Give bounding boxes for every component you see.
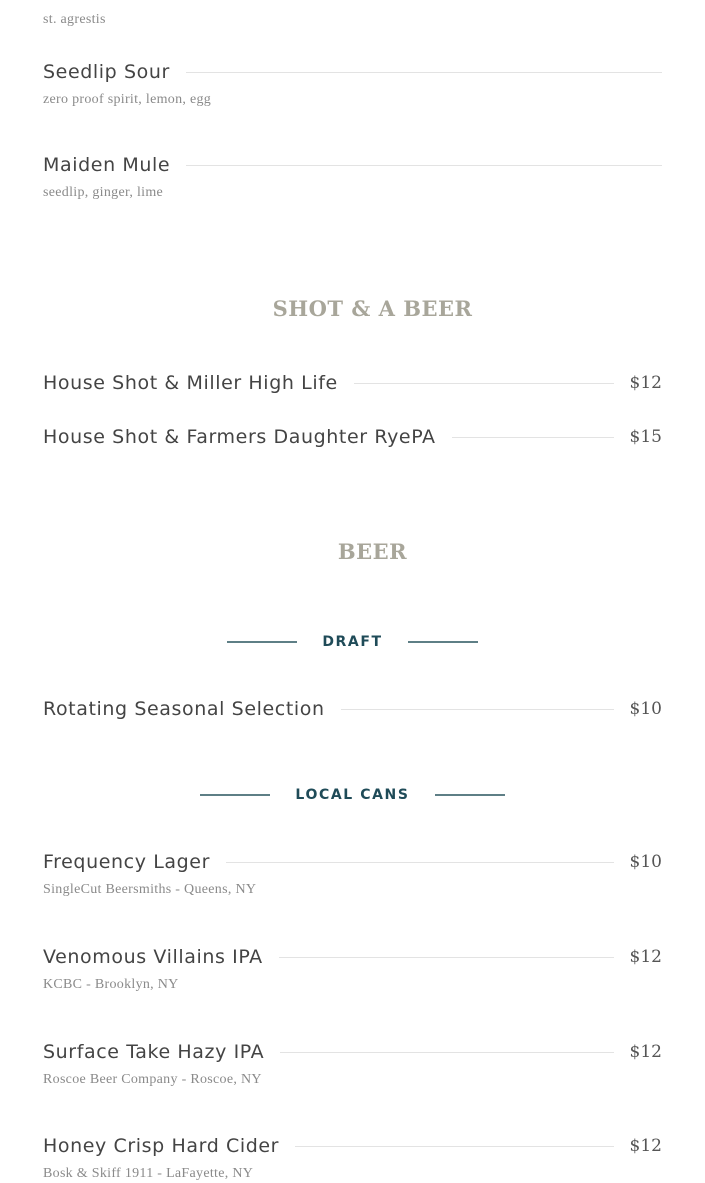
item-price: $10 xyxy=(629,699,662,719)
item-description: zero proof spirit, lemon, egg xyxy=(43,92,212,107)
item-name: Seedlip Sour xyxy=(43,61,170,83)
menu-item xyxy=(43,423,662,451)
item-description: SingleCut Beersmiths - Queens, NY xyxy=(43,882,257,897)
dotted-leader xyxy=(354,383,614,384)
item-price: $12 xyxy=(629,947,662,967)
section-title-shot-beer: SHOT & A BEER xyxy=(272,296,473,321)
item-price: $10 xyxy=(629,852,662,872)
item-price: $15 xyxy=(629,427,662,447)
menu-item xyxy=(43,369,662,397)
menu-item xyxy=(43,1132,662,1182)
dotted-leader xyxy=(295,1146,613,1147)
dotted-leader xyxy=(452,437,614,438)
item-name: House Shot & Farmers Daughter RyePA xyxy=(43,426,436,448)
item-name: Rotating Seasonal Selection xyxy=(43,698,325,720)
item-description: Bosk & Skiff 1911 - LaFayette, NY xyxy=(43,1166,254,1181)
divider-line xyxy=(200,794,270,796)
divider-line xyxy=(435,794,505,796)
dotted-leader xyxy=(280,1052,613,1053)
menu-item xyxy=(43,695,662,723)
dotted-leader xyxy=(341,709,614,710)
dotted-leader xyxy=(279,957,614,958)
subsection-title-draft xyxy=(0,634,705,650)
item-name: Frequency Lager xyxy=(43,851,210,873)
section-title-beer: BEER xyxy=(337,539,408,564)
item-name: Venomous Villains IPA xyxy=(43,946,263,968)
menu-item xyxy=(43,1038,662,1088)
menu-item xyxy=(43,58,662,108)
item-description: KCBC - Brooklyn, NY xyxy=(43,977,179,992)
menu-item xyxy=(43,943,662,993)
dotted-leader xyxy=(186,72,662,73)
item-description: seedlip, ginger, lime xyxy=(43,185,164,200)
menu-item xyxy=(43,848,662,898)
item-price: $12 xyxy=(629,373,662,393)
subsection-label: DRAFT xyxy=(322,634,383,650)
item-name: Honey Crisp Hard Cider xyxy=(43,1135,280,1157)
divider-line xyxy=(227,641,297,643)
item-name: Maiden Mule xyxy=(43,154,171,176)
subsection-title-local-cans xyxy=(0,787,705,803)
subsection-label: LOCAL CANS xyxy=(295,787,410,803)
dotted-leader xyxy=(186,165,662,166)
item-description: st. agrestis xyxy=(43,12,106,27)
menu-item xyxy=(43,12,662,28)
item-price: $12 xyxy=(629,1136,662,1156)
dotted-leader xyxy=(226,862,614,863)
divider-line xyxy=(408,641,478,643)
item-name: House Shot & Miller High Life xyxy=(43,372,338,394)
item-price: $12 xyxy=(629,1042,662,1062)
menu-item xyxy=(43,151,662,201)
item-description: Roscoe Beer Company - Roscoe, NY xyxy=(43,1072,262,1087)
item-name: Surface Take Hazy IPA xyxy=(43,1041,265,1063)
